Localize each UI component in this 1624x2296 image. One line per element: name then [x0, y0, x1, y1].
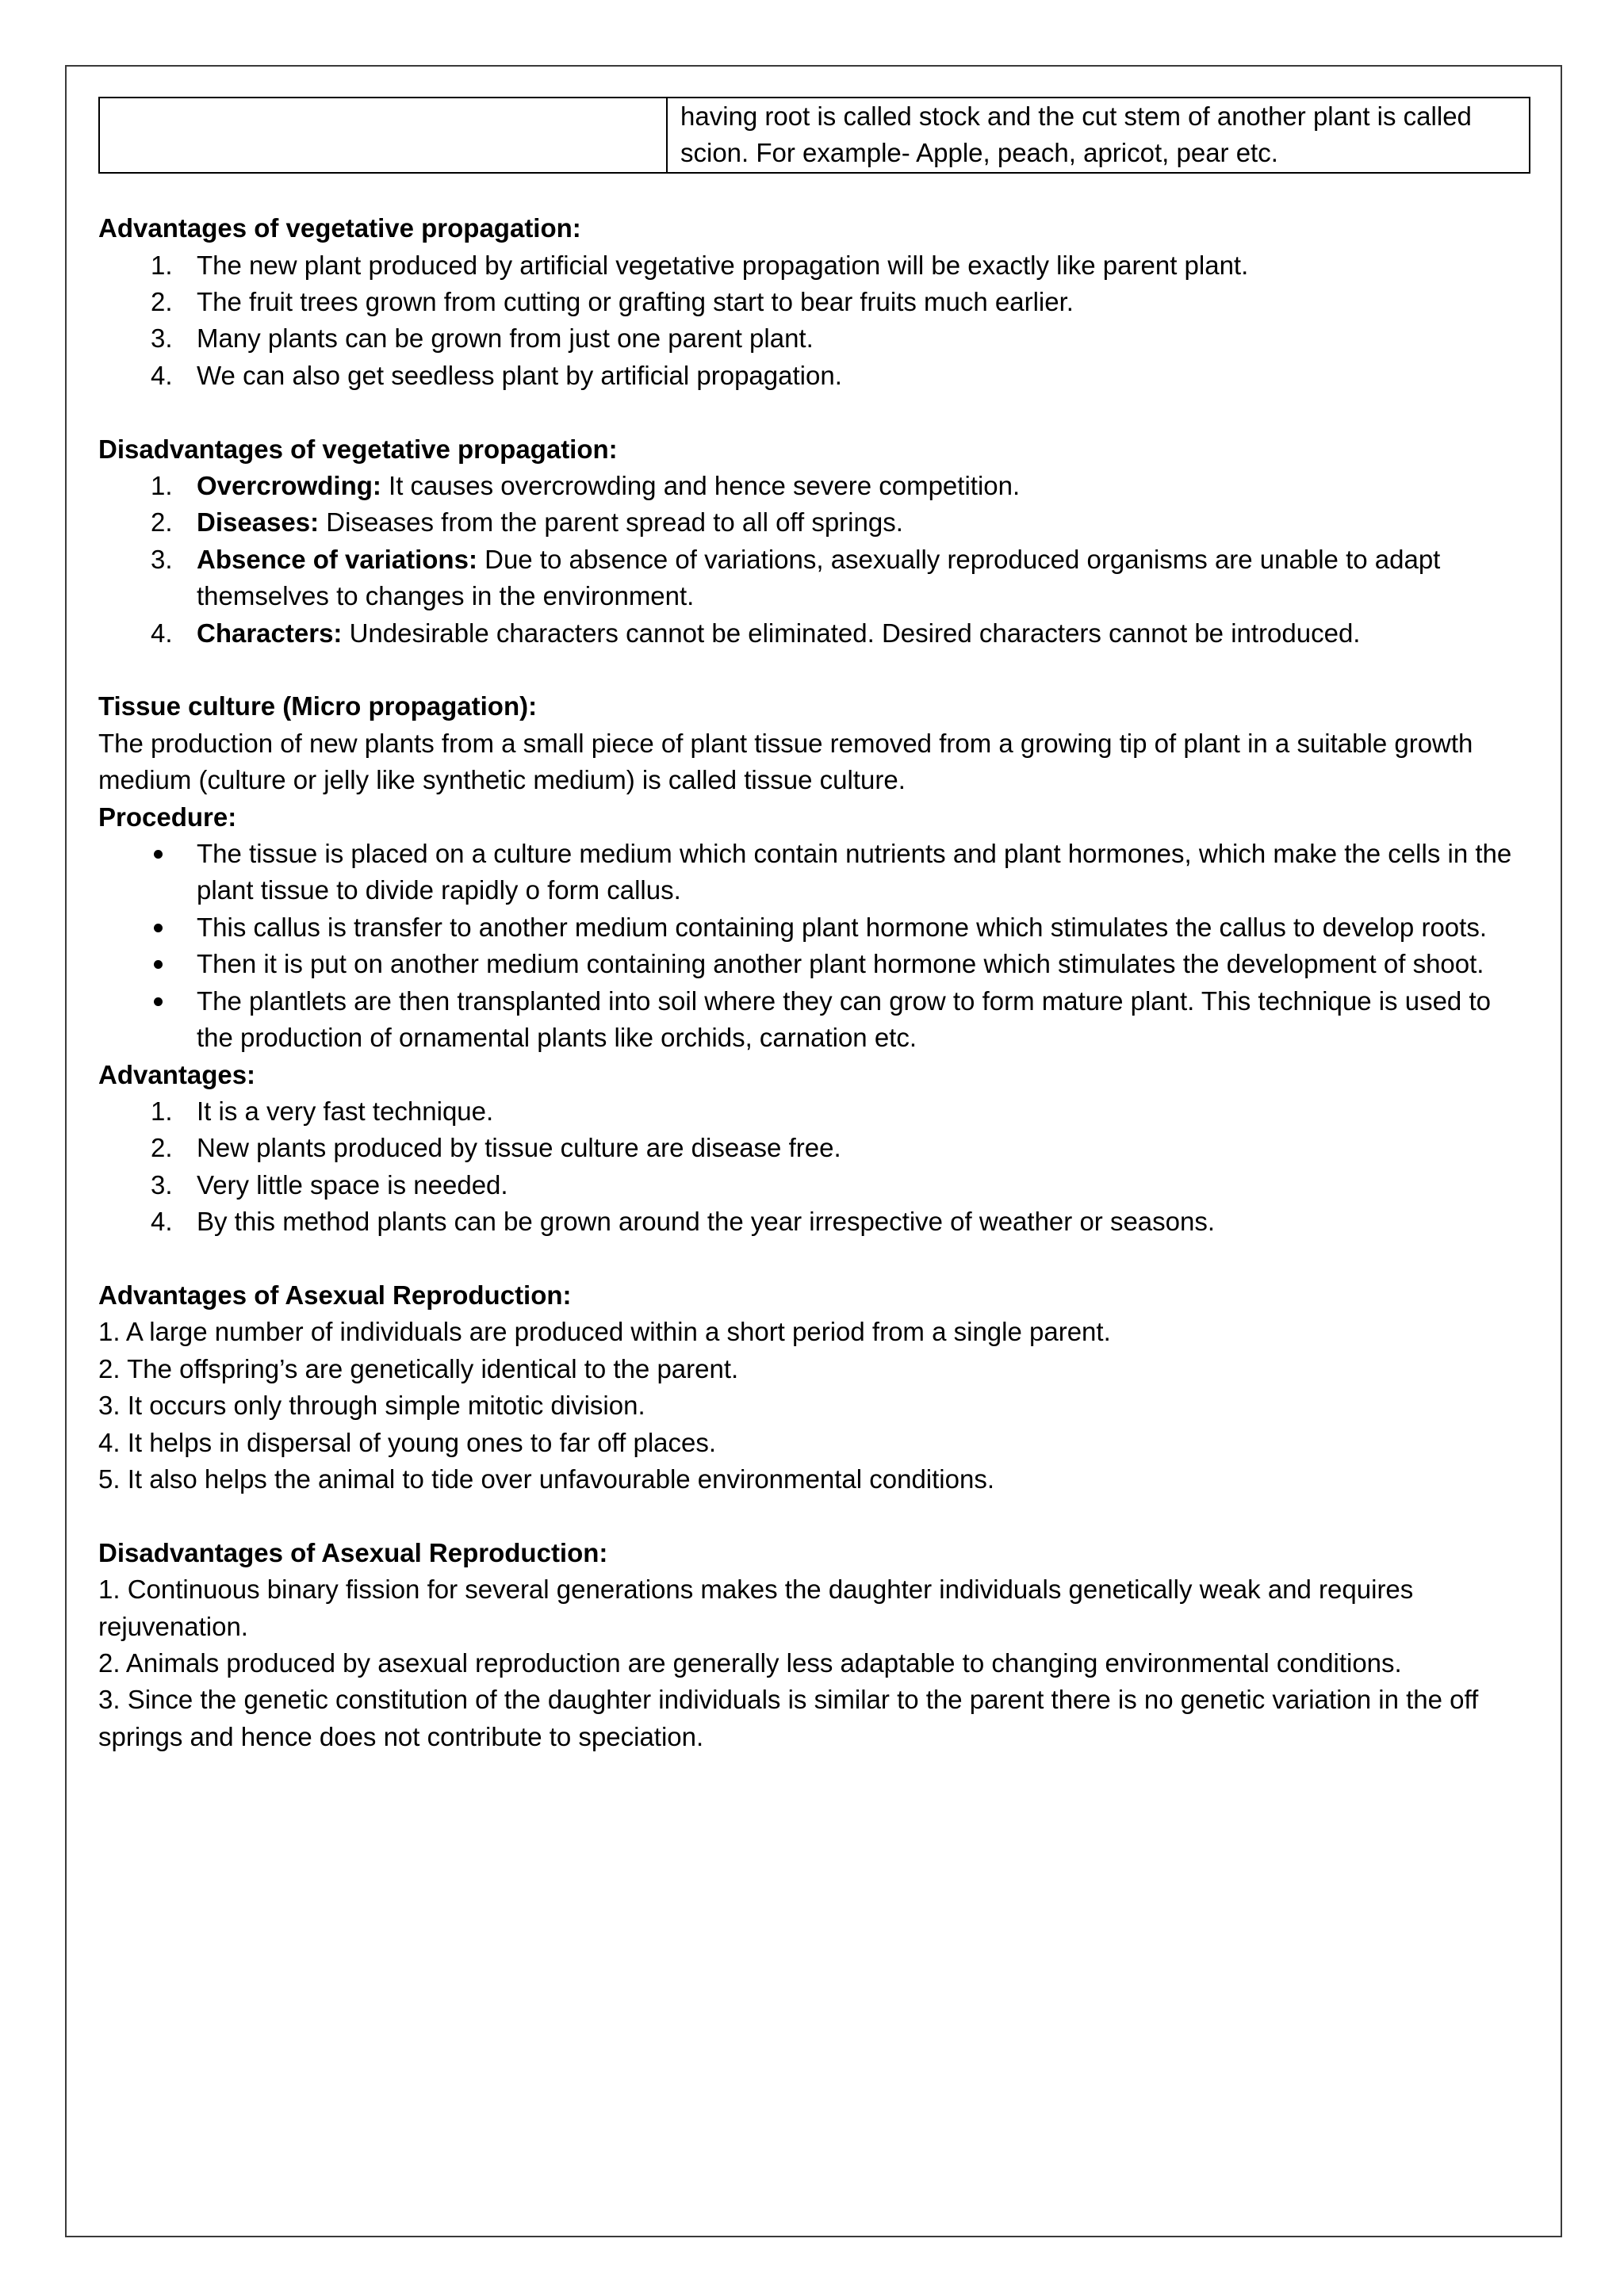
line-item: 2. The offspring’s are genetically identical to the parent. — [98, 1353, 739, 1383]
list-item — [98, 836, 1530, 909]
line-item: 5. It also helps the animal to tide over unfavourable environmental conditions. — [98, 1464, 995, 1494]
item-text: The fruit trees grown from cutting or grafting start to bear fruits much earlier. — [197, 287, 1074, 317]
document-body — [98, 97, 1530, 1755]
line-item: 3. Since the genetic constitution of the daughter individuals is similar to the parent there is no genetic variation in the off springs and hence does not contribute to speciation. — [98, 1685, 1479, 1751]
item-text: Then it is put on another medium containing another plant hormone which stimulates the development of shoot. — [197, 949, 1484, 979]
heading-adv-asexual: Advantages of Asexual Reproduction: — [98, 1280, 572, 1310]
list-item — [98, 468, 1530, 504]
heading-tissue-culture: Tissue culture (Micro propagation): — [98, 691, 538, 721]
item-text: Due to absence of variations, asexually reproduced organisms are unable to adapt themselves to changes in the environment. — [197, 544, 1441, 611]
item-term: Characters: — [197, 618, 343, 648]
item-text: The plantlets are then transplanted into soil where they can grow to form mature plant. This technique is used to the production of ornamental plants like orchids, carnation etc. — [197, 985, 1491, 1053]
item-number: 1. — [151, 1096, 173, 1126]
item-text: By this method plants can be grown around the year irrespective of weather or seasons. — [197, 1207, 1216, 1237]
heading-disadv-asexual: Disadvantages of Asexual Reproduction: — [98, 1537, 608, 1567]
list-item — [98, 909, 1530, 946]
bullet-icon — [154, 850, 163, 859]
list-disadv-vegetative — [98, 468, 1530, 652]
bullet-icon — [154, 924, 163, 932]
line-item: 4. It helps in dispersal of young ones to far off places. — [98, 1427, 717, 1457]
table-cell-left — [99, 98, 667, 173]
list-item — [98, 1167, 1530, 1203]
list-item — [98, 1203, 1530, 1240]
heading-disadv-vegetative: Disadvantages of vegetative propagation: — [98, 434, 618, 464]
item-text: New plants produced by tissue culture are disease free. — [197, 1133, 841, 1163]
grafting-table-fragment — [98, 97, 1530, 174]
item-term: Overcrowding: — [197, 471, 381, 501]
item-text: Very little space is needed. — [197, 1169, 508, 1200]
item-number: 1. — [151, 250, 173, 280]
list-item — [98, 247, 1530, 284]
line-item: 1. Continuous binary fission for several generations makes the daughter individuals genetically weak and requires rejuvenation. — [98, 1575, 1414, 1641]
line-item: 1. A large number of individuals are produced within a short period from a single parent. — [98, 1317, 1111, 1347]
item-number: 2. — [151, 507, 173, 538]
item-number: 4. — [151, 618, 173, 648]
heading-tissue-advantages: Advantages: — [98, 1059, 256, 1089]
list-item — [98, 946, 1530, 982]
item-text: Many plants can be grown from just one parent plant. — [197, 323, 814, 354]
item-text: We can also get seedless plant by artificial propagation. — [197, 360, 842, 390]
list-item — [98, 358, 1530, 394]
list-item — [98, 615, 1530, 652]
heading-adv-vegetative: Advantages of vegetative propagation: — [98, 213, 581, 243]
item-number: 3. — [151, 323, 173, 354]
list-item — [98, 1130, 1530, 1166]
item-text: This callus is transfer to another medium containing plant hormone which stimulates the callus to develop roots. — [197, 912, 1487, 942]
list-item — [98, 541, 1530, 615]
heading-procedure: Procedure: — [98, 802, 237, 832]
item-number: 3. — [151, 1169, 173, 1200]
list-tissue-advantages — [98, 1093, 1530, 1241]
item-term: Absence of variations: — [197, 544, 477, 574]
item-text: It is a very fast technique. — [197, 1096, 494, 1126]
bullet-icon — [154, 997, 163, 1006]
spacer — [98, 174, 1530, 210]
item-number: 2. — [151, 1133, 173, 1163]
tissue-culture-definition: The production of new plants from a small piece of plant tissue removed from a growing tip of plant in a suitable growth medium (culture or jelly like synthetic medium) is called tissue culture. — [98, 728, 1473, 795]
item-number: 1. — [151, 471, 173, 501]
list-item — [98, 983, 1530, 1057]
list-item — [98, 1093, 1530, 1130]
item-number: 3. — [151, 544, 173, 574]
item-text: Undesirable characters cannot be eliminated. Desired characters cannot be introduced. — [342, 618, 1361, 648]
list-adv-vegetative — [98, 247, 1530, 395]
item-text: The new plant produced by artificial vegetative propagation will be exactly like parent plant. — [197, 250, 1249, 280]
item-number: 4. — [151, 360, 173, 390]
list-item — [98, 284, 1530, 320]
table-cell-right: having root is called stock and the cut stem of another plant is called scion. For example- Apple, peach, apricot, pear etc. — [667, 98, 1530, 173]
item-term: Diseases: — [197, 507, 320, 538]
spacer — [98, 1498, 1530, 1534]
line-item: 3. It occurs only through simple mitotic division. — [98, 1391, 645, 1421]
item-number: 2. — [151, 287, 173, 317]
spacer — [98, 1241, 1530, 1277]
spacer — [98, 652, 1530, 688]
spacer — [98, 394, 1530, 430]
item-text: Diseases from the parent spread to all off springs. — [319, 507, 903, 538]
list-item — [98, 504, 1530, 541]
item-text: It causes overcrowding and hence severe competition. — [381, 471, 1021, 501]
item-text: The tissue is placed on a culture medium which contain nutrients and plant hormones, which make the cells in the plant tissue to divide rapidly o form callus. — [197, 839, 1512, 905]
item-number: 4. — [151, 1207, 173, 1237]
list-procedure — [98, 836, 1530, 1056]
line-item: 2. Animals produced by asexual reproduction are generally less adaptable to changing environmental conditions. — [98, 1647, 1402, 1678]
list-item — [98, 320, 1530, 357]
bullet-icon — [154, 960, 163, 969]
table-row — [99, 98, 1530, 173]
